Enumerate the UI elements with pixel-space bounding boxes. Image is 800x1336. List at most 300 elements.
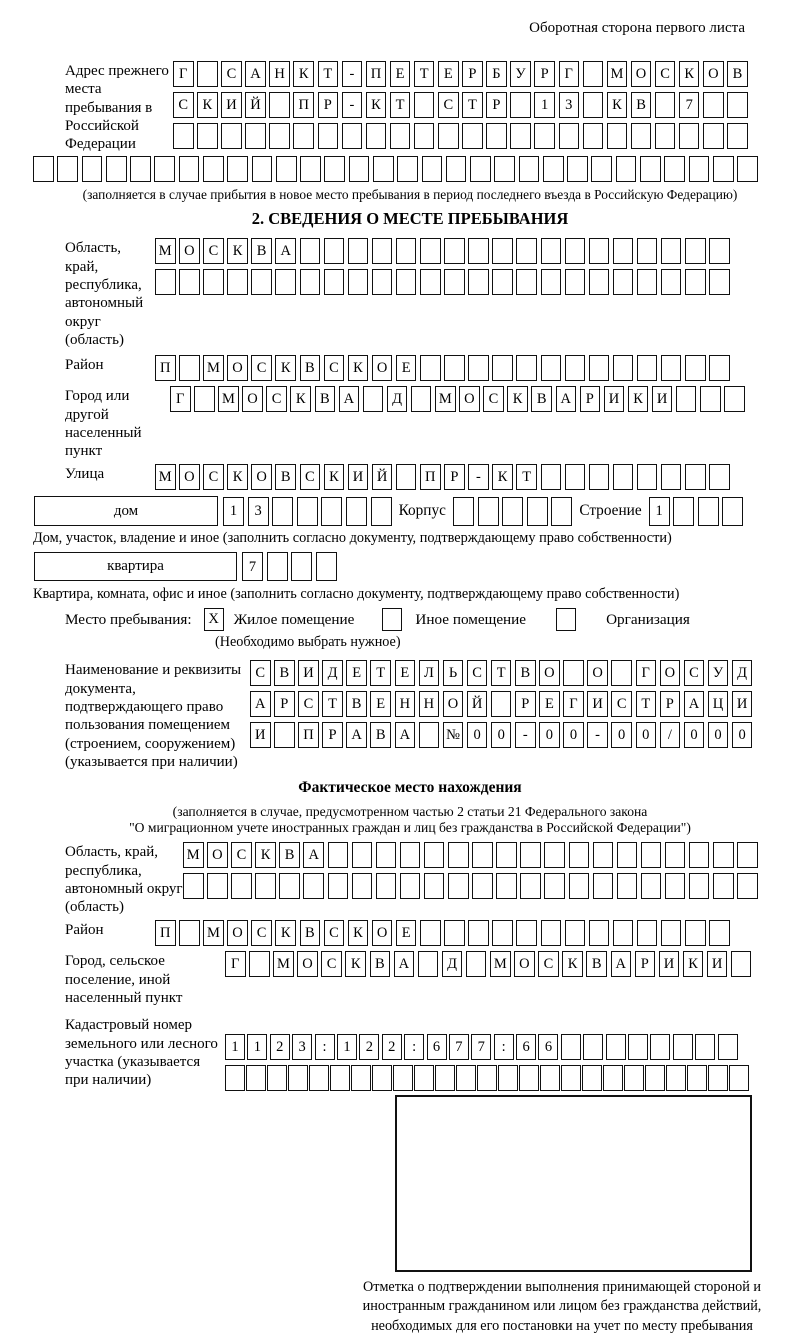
- char-box[interactable]: Е: [390, 61, 411, 87]
- char-box[interactable]: [272, 497, 293, 526]
- char-box[interactable]: [624, 1065, 644, 1091]
- char-box[interactable]: Т: [516, 464, 537, 490]
- char-box[interactable]: К: [293, 61, 314, 87]
- char-box[interactable]: [527, 497, 548, 526]
- char-box[interactable]: 7: [471, 1034, 491, 1060]
- char-box[interactable]: [348, 238, 369, 264]
- char-box[interactable]: [154, 156, 175, 182]
- char-box[interactable]: Г: [173, 61, 194, 87]
- char-box[interactable]: [540, 1065, 560, 1091]
- char-box[interactable]: 0: [539, 722, 560, 748]
- char-box[interactable]: [275, 269, 296, 295]
- char-box[interactable]: [227, 269, 248, 295]
- char-box[interactable]: К: [255, 842, 276, 868]
- char-box[interactable]: А: [611, 951, 632, 977]
- char-box[interactable]: [414, 123, 435, 149]
- char-box[interactable]: Р: [635, 951, 656, 977]
- char-box[interactable]: [269, 123, 290, 149]
- char-box[interactable]: [613, 920, 634, 946]
- char-box[interactable]: [396, 238, 417, 264]
- char-box[interactable]: [641, 873, 662, 899]
- char-box[interactable]: [106, 156, 127, 182]
- char-box[interactable]: И: [298, 660, 319, 686]
- char-box[interactable]: Е: [438, 61, 459, 87]
- char-box[interactable]: [561, 1034, 581, 1060]
- char-box[interactable]: [685, 269, 706, 295]
- char-box[interactable]: К: [348, 355, 369, 381]
- char-box[interactable]: О: [514, 951, 535, 977]
- char-box[interactable]: О: [297, 951, 318, 977]
- house-type-box[interactable]: [34, 496, 218, 526]
- char-box[interactable]: К: [366, 92, 387, 118]
- char-box[interactable]: В: [315, 386, 336, 412]
- char-box[interactable]: [582, 1065, 602, 1091]
- char-box[interactable]: В: [586, 951, 607, 977]
- char-box[interactable]: М: [218, 386, 239, 412]
- char-box[interactable]: [664, 156, 685, 182]
- char-box[interactable]: О: [242, 386, 263, 412]
- char-box[interactable]: [737, 873, 758, 899]
- char-box[interactable]: [328, 842, 349, 868]
- char-box[interactable]: [498, 1065, 518, 1091]
- char-box[interactable]: [561, 1065, 581, 1091]
- char-box[interactable]: 7: [449, 1034, 469, 1060]
- char-box[interactable]: [727, 123, 748, 149]
- char-box[interactable]: О: [539, 660, 560, 686]
- char-box[interactable]: [569, 873, 590, 899]
- char-box[interactable]: [492, 238, 513, 264]
- char-box[interactable]: [397, 156, 418, 182]
- char-box[interactable]: [713, 873, 734, 899]
- char-box[interactable]: [472, 873, 493, 899]
- char-box[interactable]: С: [483, 386, 504, 412]
- char-box[interactable]: [316, 552, 337, 581]
- char-box[interactable]: 1: [534, 92, 555, 118]
- char-box[interactable]: [724, 386, 745, 412]
- char-box[interactable]: [400, 842, 421, 868]
- char-box[interactable]: [689, 873, 710, 899]
- char-box[interactable]: К: [345, 951, 366, 977]
- char-box[interactable]: [655, 92, 676, 118]
- char-box[interactable]: [468, 920, 489, 946]
- char-box[interactable]: [82, 156, 103, 182]
- char-box[interactable]: [565, 464, 586, 490]
- char-box[interactable]: Г: [563, 691, 584, 717]
- char-box[interactable]: [291, 552, 312, 581]
- char-box[interactable]: Т: [491, 660, 512, 686]
- char-box[interactable]: О: [179, 464, 200, 490]
- char-box[interactable]: [346, 497, 367, 526]
- char-box[interactable]: [328, 873, 349, 899]
- char-box[interactable]: [583, 1034, 603, 1060]
- char-box[interactable]: [565, 920, 586, 946]
- char-box[interactable]: В: [346, 691, 367, 717]
- char-box[interactable]: Г: [170, 386, 191, 412]
- char-box[interactable]: [179, 920, 200, 946]
- char-box[interactable]: Б: [486, 61, 507, 87]
- char-box[interactable]: [324, 238, 345, 264]
- char-box[interactable]: К: [197, 92, 218, 118]
- char-box[interactable]: [444, 355, 465, 381]
- char-box[interactable]: [251, 269, 272, 295]
- char-box[interactable]: Г: [225, 951, 246, 977]
- char-box[interactable]: [422, 156, 443, 182]
- char-box[interactable]: [709, 464, 730, 490]
- char-box[interactable]: -: [587, 722, 608, 748]
- char-box[interactable]: [293, 123, 314, 149]
- char-box[interactable]: О: [179, 238, 200, 264]
- char-box[interactable]: [456, 1065, 476, 1091]
- char-box[interactable]: [470, 156, 491, 182]
- char-box[interactable]: 0: [611, 722, 632, 748]
- char-box[interactable]: В: [279, 842, 300, 868]
- char-box[interactable]: А: [275, 238, 296, 264]
- char-box[interactable]: [448, 873, 469, 899]
- char-box[interactable]: О: [443, 691, 464, 717]
- char-box[interactable]: С: [231, 842, 252, 868]
- char-box[interactable]: О: [660, 660, 681, 686]
- char-box[interactable]: А: [556, 386, 577, 412]
- char-box[interactable]: О: [227, 355, 248, 381]
- char-box[interactable]: №: [443, 722, 464, 748]
- char-box[interactable]: [616, 156, 637, 182]
- char-box[interactable]: [486, 123, 507, 149]
- char-box[interactable]: [617, 873, 638, 899]
- char-box[interactable]: [520, 842, 541, 868]
- char-box[interactable]: [655, 123, 676, 149]
- char-box[interactable]: Ц: [708, 691, 729, 717]
- char-box[interactable]: [516, 920, 537, 946]
- char-box[interactable]: [661, 269, 682, 295]
- char-box[interactable]: [330, 1065, 350, 1091]
- char-box[interactable]: П: [155, 920, 176, 946]
- char-box[interactable]: О: [372, 920, 393, 946]
- char-box[interactable]: Т: [636, 691, 657, 717]
- char-box[interactable]: 3: [248, 497, 269, 526]
- char-box[interactable]: В: [631, 92, 652, 118]
- char-box[interactable]: 0: [563, 722, 584, 748]
- char-box[interactable]: [591, 156, 612, 182]
- char-box[interactable]: М: [607, 61, 628, 87]
- char-box[interactable]: [637, 238, 658, 264]
- char-box[interactable]: А: [303, 842, 324, 868]
- char-box[interactable]: К: [348, 920, 369, 946]
- char-box[interactable]: [183, 873, 204, 899]
- char-box[interactable]: [593, 842, 614, 868]
- char-box[interactable]: 0: [732, 722, 753, 748]
- char-box[interactable]: Т: [390, 92, 411, 118]
- char-box[interactable]: [366, 123, 387, 149]
- char-box[interactable]: 2: [270, 1034, 290, 1060]
- char-box[interactable]: 6: [516, 1034, 536, 1060]
- char-box[interactable]: [318, 123, 339, 149]
- char-box[interactable]: В: [300, 355, 321, 381]
- char-box[interactable]: [665, 873, 686, 899]
- char-box[interactable]: [516, 238, 537, 264]
- char-box[interactable]: [372, 238, 393, 264]
- char-box[interactable]: П: [420, 464, 441, 490]
- char-box[interactable]: 6: [538, 1034, 558, 1060]
- char-box[interactable]: Е: [396, 355, 417, 381]
- char-box[interactable]: -: [342, 92, 363, 118]
- char-box[interactable]: [324, 156, 345, 182]
- char-box[interactable]: [698, 497, 719, 526]
- char-box[interactable]: О: [372, 355, 393, 381]
- char-box[interactable]: 6: [427, 1034, 447, 1060]
- char-box[interactable]: -: [468, 464, 489, 490]
- char-box[interactable]: [589, 920, 610, 946]
- char-box[interactable]: [520, 873, 541, 899]
- char-box[interactable]: [466, 951, 487, 977]
- char-box[interactable]: [492, 269, 513, 295]
- char-box[interactable]: Р: [580, 386, 601, 412]
- char-box[interactable]: В: [515, 660, 536, 686]
- char-box[interactable]: С: [538, 951, 559, 977]
- char-box[interactable]: [173, 123, 194, 149]
- char-box[interactable]: С: [266, 386, 287, 412]
- char-box[interactable]: С: [611, 691, 632, 717]
- char-box[interactable]: [589, 269, 610, 295]
- char-box[interactable]: [203, 269, 224, 295]
- char-box[interactable]: И: [250, 722, 271, 748]
- char-box[interactable]: О: [703, 61, 724, 87]
- char-box[interactable]: [569, 842, 590, 868]
- char-box[interactable]: :: [494, 1034, 514, 1060]
- char-box[interactable]: [534, 123, 555, 149]
- char-box[interactable]: [420, 920, 441, 946]
- char-box[interactable]: [731, 951, 752, 977]
- char-box[interactable]: 0: [467, 722, 488, 748]
- char-box[interactable]: [695, 1034, 715, 1060]
- char-box[interactable]: Е: [539, 691, 560, 717]
- char-box[interactable]: Л: [419, 660, 440, 686]
- char-box[interactable]: А: [339, 386, 360, 412]
- char-box[interactable]: [567, 156, 588, 182]
- char-box[interactable]: [583, 123, 604, 149]
- char-box[interactable]: :: [404, 1034, 424, 1060]
- char-box[interactable]: К: [227, 238, 248, 264]
- char-box[interactable]: [613, 464, 634, 490]
- char-box[interactable]: [349, 156, 370, 182]
- char-box[interactable]: [420, 269, 441, 295]
- char-box[interactable]: Р: [322, 722, 343, 748]
- char-box[interactable]: [718, 1034, 738, 1060]
- char-box[interactable]: С: [203, 238, 224, 264]
- char-box[interactable]: К: [507, 386, 528, 412]
- char-box[interactable]: [637, 269, 658, 295]
- char-box[interactable]: [207, 873, 228, 899]
- char-box[interactable]: Е: [395, 660, 416, 686]
- char-box[interactable]: [462, 123, 483, 149]
- char-box[interactable]: [603, 1065, 623, 1091]
- char-box[interactable]: С: [300, 464, 321, 490]
- char-box[interactable]: С: [251, 355, 272, 381]
- char-box[interactable]: С: [173, 92, 194, 118]
- char-box[interactable]: [516, 269, 537, 295]
- char-box[interactable]: [155, 269, 176, 295]
- char-box[interactable]: [541, 920, 562, 946]
- char-box[interactable]: [245, 123, 266, 149]
- char-box[interactable]: С: [684, 660, 705, 686]
- char-box[interactable]: П: [155, 355, 176, 381]
- char-box[interactable]: [419, 722, 440, 748]
- char-box[interactable]: -: [515, 722, 536, 748]
- char-box[interactable]: П: [293, 92, 314, 118]
- char-box[interactable]: М: [435, 386, 456, 412]
- char-box[interactable]: О: [207, 842, 228, 868]
- char-box[interactable]: Е: [370, 691, 391, 717]
- char-box[interactable]: К: [683, 951, 704, 977]
- char-box[interactable]: [510, 92, 531, 118]
- char-box[interactable]: [589, 464, 610, 490]
- char-box[interactable]: [685, 238, 706, 264]
- char-box[interactable]: Д: [732, 660, 753, 686]
- char-box[interactable]: 1: [223, 497, 244, 526]
- char-box[interactable]: К: [275, 355, 296, 381]
- char-box[interactable]: [57, 156, 78, 182]
- char-box[interactable]: А: [250, 691, 271, 717]
- char-box[interactable]: [563, 660, 584, 686]
- char-box[interactable]: [650, 1034, 670, 1060]
- char-box[interactable]: [468, 355, 489, 381]
- char-box[interactable]: [246, 1065, 266, 1091]
- char-box[interactable]: [179, 156, 200, 182]
- char-box[interactable]: [666, 1065, 686, 1091]
- char-box[interactable]: [414, 92, 435, 118]
- char-box[interactable]: [519, 156, 540, 182]
- char-box[interactable]: [661, 238, 682, 264]
- char-box[interactable]: 3: [559, 92, 580, 118]
- char-box[interactable]: Е: [396, 920, 417, 946]
- char-box[interactable]: [363, 386, 384, 412]
- char-box[interactable]: 0: [708, 722, 729, 748]
- char-box[interactable]: В: [370, 951, 391, 977]
- char-box[interactable]: [491, 691, 512, 717]
- char-box[interactable]: [33, 156, 54, 182]
- char-box[interactable]: [424, 842, 445, 868]
- char-box[interactable]: А: [394, 951, 415, 977]
- char-box[interactable]: Т: [322, 691, 343, 717]
- char-box[interactable]: [637, 464, 658, 490]
- char-box[interactable]: П: [298, 722, 319, 748]
- char-box[interactable]: [589, 238, 610, 264]
- char-box[interactable]: [376, 842, 397, 868]
- char-box[interactable]: [640, 156, 661, 182]
- char-box[interactable]: [438, 123, 459, 149]
- char-box[interactable]: [665, 842, 686, 868]
- char-box[interactable]: И: [348, 464, 369, 490]
- char-box[interactable]: [661, 464, 682, 490]
- char-box[interactable]: Д: [322, 660, 343, 686]
- char-box[interactable]: [446, 156, 467, 182]
- char-box[interactable]: [351, 1065, 371, 1091]
- char-box[interactable]: [645, 1065, 665, 1091]
- char-box[interactable]: [685, 920, 706, 946]
- char-box[interactable]: Т: [414, 61, 435, 87]
- char-box[interactable]: А: [346, 722, 367, 748]
- char-box[interactable]: [673, 1034, 693, 1060]
- char-box[interactable]: [197, 61, 218, 87]
- char-box[interactable]: И: [732, 691, 753, 717]
- char-box[interactable]: [372, 1065, 392, 1091]
- char-box[interactable]: М: [155, 238, 176, 264]
- char-box[interactable]: [348, 269, 369, 295]
- char-box[interactable]: [611, 660, 632, 686]
- char-box[interactable]: [729, 1065, 749, 1091]
- char-box[interactable]: [641, 842, 662, 868]
- char-box[interactable]: [722, 497, 743, 526]
- char-box[interactable]: [478, 497, 499, 526]
- char-box[interactable]: [352, 842, 373, 868]
- char-box[interactable]: [227, 156, 248, 182]
- char-box[interactable]: 1: [649, 497, 670, 526]
- char-box[interactable]: [565, 355, 586, 381]
- char-box[interactable]: Т: [370, 660, 391, 686]
- char-box[interactable]: [274, 722, 295, 748]
- char-box[interactable]: [492, 920, 513, 946]
- char-box[interactable]: К: [492, 464, 513, 490]
- char-box[interactable]: К: [628, 386, 649, 412]
- char-box[interactable]: У: [510, 61, 531, 87]
- char-box[interactable]: [607, 123, 628, 149]
- char-box[interactable]: О: [631, 61, 652, 87]
- char-box[interactable]: [288, 1065, 308, 1091]
- char-box[interactable]: [593, 873, 614, 899]
- char-box[interactable]: [708, 1065, 728, 1091]
- char-box[interactable]: Й: [372, 464, 393, 490]
- char-box[interactable]: [689, 156, 710, 182]
- char-box[interactable]: 7: [679, 92, 700, 118]
- char-box[interactable]: [197, 123, 218, 149]
- char-box[interactable]: О: [227, 920, 248, 946]
- char-box[interactable]: С: [438, 92, 459, 118]
- char-box[interactable]: [269, 92, 290, 118]
- char-box[interactable]: /: [660, 722, 681, 748]
- char-box[interactable]: Й: [245, 92, 266, 118]
- char-box[interactable]: [492, 355, 513, 381]
- char-box[interactable]: [541, 269, 562, 295]
- char-box[interactable]: 2: [359, 1034, 379, 1060]
- char-box[interactable]: [252, 156, 273, 182]
- char-box[interactable]: К: [227, 464, 248, 490]
- char-box[interactable]: [679, 123, 700, 149]
- char-box[interactable]: [589, 355, 610, 381]
- char-box[interactable]: 0: [684, 722, 705, 748]
- char-box[interactable]: [617, 842, 638, 868]
- char-box[interactable]: В: [275, 464, 296, 490]
- char-box[interactable]: [737, 156, 758, 182]
- char-box[interactable]: [303, 873, 324, 899]
- char-box[interactable]: Г: [636, 660, 657, 686]
- char-box[interactable]: [255, 873, 276, 899]
- char-box[interactable]: [179, 269, 200, 295]
- char-box[interactable]: А: [395, 722, 416, 748]
- char-box[interactable]: [703, 92, 724, 118]
- char-box[interactable]: 0: [491, 722, 512, 748]
- char-box[interactable]: В: [300, 920, 321, 946]
- char-box[interactable]: [414, 1065, 434, 1091]
- char-box[interactable]: [631, 123, 652, 149]
- char-box[interactable]: 1: [247, 1034, 267, 1060]
- char-box[interactable]: [637, 355, 658, 381]
- char-box[interactable]: [727, 92, 748, 118]
- char-box[interactable]: [544, 873, 565, 899]
- char-box[interactable]: [496, 873, 517, 899]
- char-box[interactable]: К: [562, 951, 583, 977]
- char-box[interactable]: [496, 842, 517, 868]
- char-box[interactable]: [661, 355, 682, 381]
- char-box[interactable]: [628, 1034, 648, 1060]
